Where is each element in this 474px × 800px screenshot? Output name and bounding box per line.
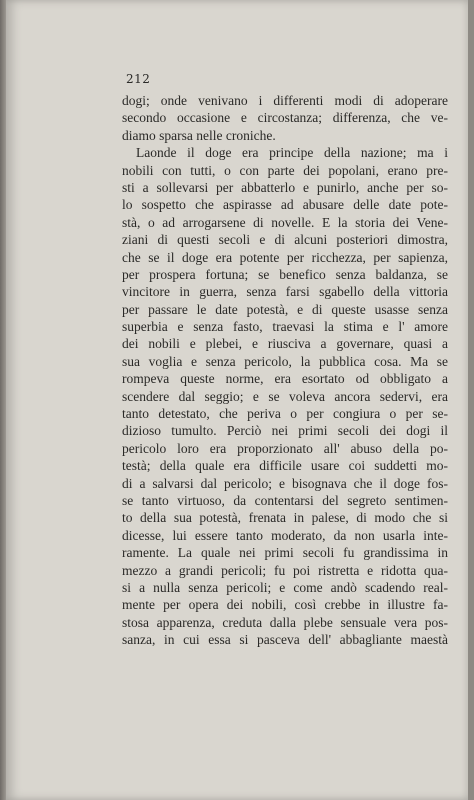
- text-line: dei nobili e plebei, e riusciva a governare, quasi a: [122, 336, 448, 352]
- text-line: scendere dal seggio; e se voleva ancora sedervi, era: [122, 388, 448, 404]
- page-text: [122, 92, 448, 649]
- text-line: ziani di questi secoli e di alcuni posteriori dimostra,: [122, 232, 448, 248]
- text-line: di a salvarsi dal pericolo; e bisognava che il doge fos-: [122, 475, 448, 491]
- text-line: sti a sollevarsi per abbatterlo e punirlo, anche per so-: [122, 179, 448, 195]
- text-line: testà; della quale era difficile usare coi suddetti mo-: [122, 458, 448, 474]
- text-line: dogi; onde venivano i differenti modi di adoperare: [122, 93, 448, 108]
- text-line: stà, o ad arrogarsene di novelle. E la storia dei Vene-: [122, 214, 448, 230]
- text-line: Laonde il doge era principe della nazione; ma i: [136, 145, 448, 161]
- page-number: 212: [126, 72, 151, 86]
- text-line: per prospera fortuna; se benefico senza baldanza, se: [122, 266, 448, 282]
- text-line: stosa apparenza, creduta dalla plebe sensuale vera pos-: [122, 614, 448, 630]
- text-line: si a nulla senza pericoli; e come andò scadendo real-: [122, 579, 448, 595]
- text-line: sua voglia e senza pericolo, la pubblica cosa. Ma se: [122, 353, 448, 369]
- text-line: vincitore in guerra, senza farsi sgabello della vittoria: [122, 284, 448, 300]
- text-line: se tanto virtuoso, da contentarsi del segreto sentimen-: [122, 492, 448, 508]
- text-line: ramente. La quale nei primi secoli fu grandissima in: [122, 545, 448, 561]
- text-line: nobili con tutti, o con parte dei popolani, erano pre-: [122, 162, 448, 178]
- text-line: che se il doge era potente per ricchezza, per sapienza,: [122, 249, 448, 265]
- text-line: tanto detestato, che periva o per congiura o per se-: [122, 406, 448, 422]
- text-line: dizioso tumulto. Perciò nei primi secoli dei dogi il: [122, 423, 448, 439]
- text-line: to della sua potestà, frenata in palese, di modo che si: [122, 510, 448, 526]
- text-line: lo sospetto che aspirasse ad abusare delle date pote-: [122, 197, 448, 213]
- book-page: [6, 0, 468, 800]
- text-line: diamo sparsa nelle croniche.: [122, 127, 276, 143]
- text-line: mezzo a grandi pericoli; fu poi ristretta e ridotta qua-: [122, 562, 448, 578]
- text-line: pericolo loro era proporzionato all' abuso della po-: [122, 440, 448, 456]
- paragraph: [122, 92, 448, 144]
- text-line: rompeva queste norme, era esortato od obbligato a: [122, 371, 448, 387]
- text-line: secondo occasione e circostanza; differenza, che ve-: [122, 110, 448, 126]
- text-line: mente per opera dei nobili, così crebbe in illustre fa-: [122, 597, 448, 613]
- text-line: sanza, in cui essa si pasceva dell' abbagliante maestà: [122, 632, 448, 648]
- text-line: dicesse, lui essere tanto moderato, da non usarla inte-: [122, 527, 448, 543]
- text-line: per passare le date potestà, e di queste usasse senza: [122, 301, 448, 317]
- text-line: superbia e senza fasto, traevasi la stima e l' amore: [122, 319, 448, 335]
- paragraph: [122, 144, 448, 648]
